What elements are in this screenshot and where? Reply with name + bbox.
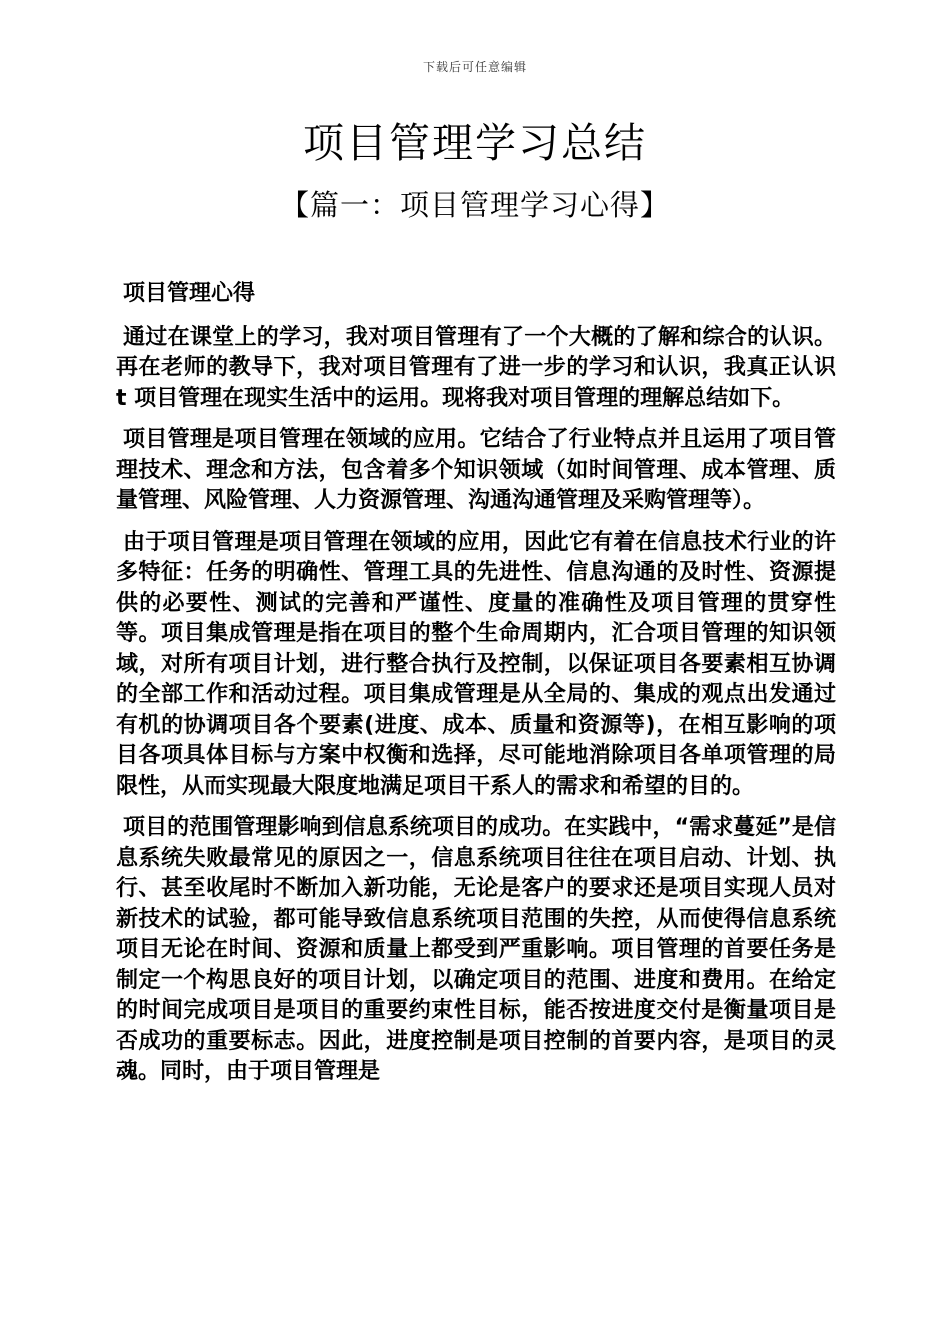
- document-body: [116, 279, 836, 1099]
- paragraph-2: 项目管理是项目管理在领域的应用。它结合了行业特点并且运用了项目管理技术、理念和方法，包含着多个知识领域（如时间管理、成本管理、质量管理、风险管理、人力资源管理、沟通沟通管理及采购管理等）。: [116, 427, 836, 513]
- paragraph-4: 项目的范围管理影响到信息系统项目的成功。在实践中，“需求蔓延”是信息系统失败最常见的原因之一，信息系统项目往往在项目启动、计划、执行、甚至收尾时不断加入新功能，无论是客户的要求还是项目实现人员对新技术的试验，都可能导致信息系统项目范围的失控，从而使得信息系统项目无论在时间、资源和质量上都受到严重影响。项目管理的首要任务是制定一个构思良好的项目计划，以确定项目的范围、进度和费用。在给定的时间完成项目是项目的重要约束性目标，能否按进度交付是衡量项目是否成功的重要标志。因此，进度控制是项目控制的首要内容，是项目的灵魂。同时，由于项目管理是: [116, 815, 836, 1084]
- document-subtitle: 【篇一：项目管理学习心得】: [279, 188, 670, 222]
- page-header-note: 下载后可任意编辑: [422, 60, 527, 74]
- paragraph-1: 通过在课堂上的学习，我对项目管理有了一个大概的了解和综合的认识。再在老师的教导下，我对项目管理有了进一步的学习和认识，我真正认识 t 项目管理在现实生活中的运用。现将我对项目管理的理解总结如下。: [116, 324, 836, 411]
- section-heading: 项目管理心得: [123, 281, 256, 306]
- document-title: 项目管理学习总结: [303, 119, 647, 167]
- paragraph-3: 由于项目管理是项目管理在领域的应用，因此它有着在信息技术行业的许多特征：任务的明确性、管理工具的先进性、信息沟通的及时性、资源提供的必要性、测试的完善和严谨性、度量的准确性及项目管理的贯穿性等。项目集成管理是指在项目的整个生命周期内，汇合项目管理的知识领域，对所有项目计划，进行整合执行及控制，以保证项目各要素相互协调的全部工作和活动过程。项目集成管理是从全局的、集成的观点出发通过有机的协调项目各个要素(进度、成本、质量和资源等)，在相互影响的项目各项具体目标与方案中权衡和选择，尽可能地消除项目各单项管理的局限性，从而实现最大限度地满足项目干系人的需求和希望的目的。: [116, 529, 836, 799]
